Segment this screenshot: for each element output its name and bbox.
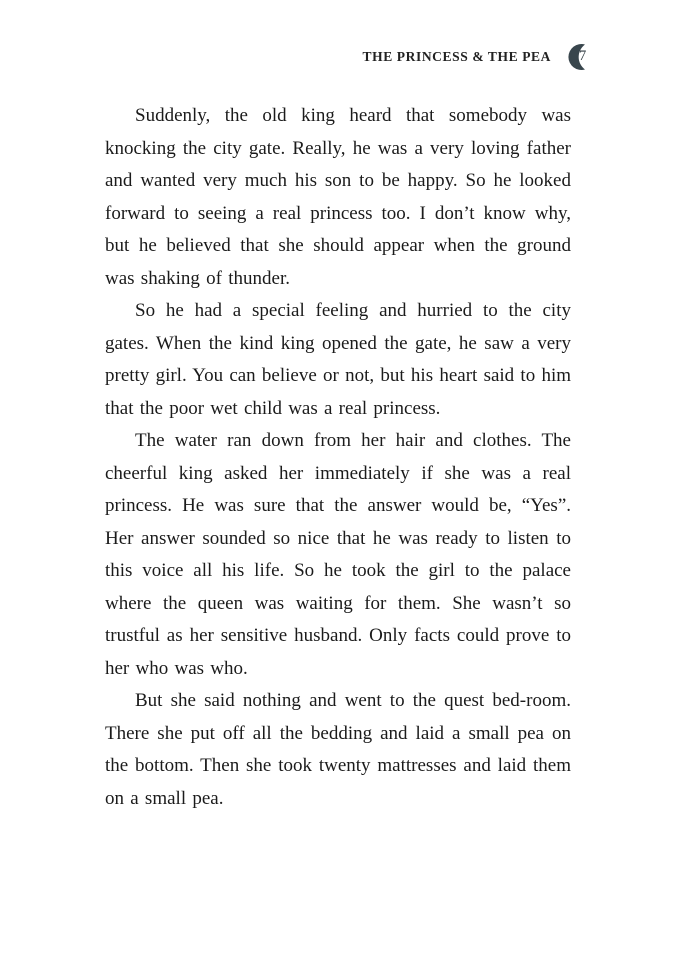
body-text	[105, 100, 571, 815]
page-number: 7	[579, 48, 587, 64]
paragraph: But she said nothing and went to the quest bed-room. There she put off all the bedding and laid a small pea on the bottom. Then she took twenty mattresses and laid them on a small pea.	[105, 690, 571, 809]
paragraph: The water ran down from her hair and clothes. The cheerful king asked her immediately if she was a real princess. He was sure that the answer would be, “Yes”. Her answer sounded so nice that he was ready to listen to this voice all his life. So he took the girl to the palace where the queen was waiting for them. She wasn’t so trustful as her sensitive husband. Only facts could prove to her who was who.	[105, 430, 571, 679]
running-header	[363, 42, 598, 72]
page-number-ornament	[567, 42, 597, 72]
paragraph: Suddenly, the old king heard that somebody was knocking the city gate. Really, he was a very loving father and wanted very much his son to be happy. So he looked forward to seeing a real princess too. I don’t know why, but he believed that she should appear when the ground was shaking of thunder.	[105, 105, 571, 289]
chapter-title: THE PRINCESS & THE PEA	[362, 49, 551, 64]
paragraph: So he had a special feeling and hurried to the city gates. When the kind king opened the gate, he saw a very pretty girl. You can believe or not, but his heart said to him that the poor wet child was a real princess.	[105, 300, 572, 419]
